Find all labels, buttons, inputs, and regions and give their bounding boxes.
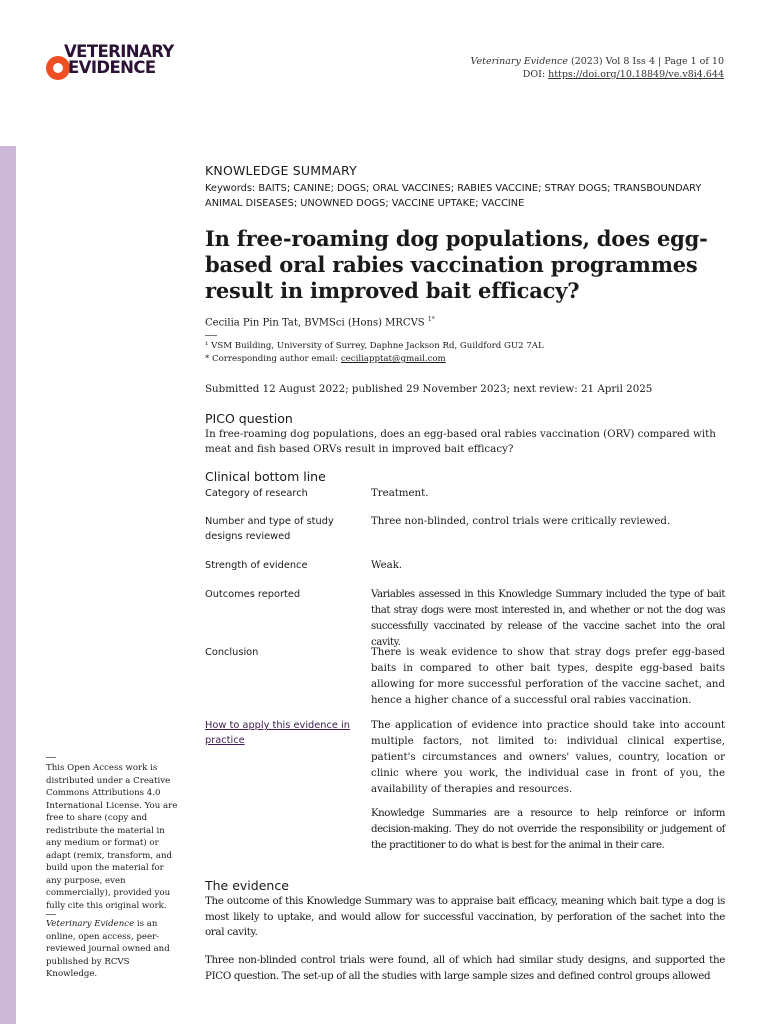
cbl-label: Conclusion: [205, 647, 259, 658]
evidence-heading: The evidence: [205, 878, 289, 893]
keywords: Keywords: BAITS; CANINE; DOGS; ORAL VACCINES; RABIES VACCINE; STRAY DOGS; TRANSBOUNDARY ANIMAL DISEASES; UNOWNED DOGS; VACCINE UPTAKE; VACCINE: [205, 183, 702, 209]
logo-line1: VETERINARY: [64, 42, 174, 61]
corresponding-label: * Corresponding author email:: [205, 354, 341, 364]
journal-note-divider: [46, 914, 56, 915]
how-to-apply-link[interactable]: How to apply this evidence in practice: [205, 720, 350, 746]
evidence-paragraph: The outcome of this Knowledge Summary was to appraise bait efficacy, meaning which bait type a dog is most likely to uptake, and would allow for successful vaccination, by perforation of the sachet into the oral cavity.: [205, 895, 725, 938]
cbl-label: [205, 718, 355, 748]
cbl-label: Strength of evidence: [205, 560, 308, 571]
cbl-value: Three non-blinded, control trials were critically reviewed.: [371, 516, 671, 527]
corresponding-email-link[interactable]: ceciliapptat@gmail.com: [340, 354, 446, 364]
header-citation: [471, 55, 724, 81]
pico-text: In free-roaming dog populations, does an egg-based oral rabies vaccination (ORV) compared with meat and fish based ORVs result in improved bait efficacy?: [205, 428, 716, 455]
sidebar-accent-strip: [0, 146, 16, 1024]
doi-label: DOI:: [522, 69, 549, 80]
article-title: In free-roaming dog populations, does egg-based oral rabies vaccination programmes result in improved bait efficacy?: [205, 226, 708, 303]
doi-link[interactable]: https://doi.org/10.18849/ve.v8i4.644: [548, 69, 724, 80]
affiliation: ¹ VSM Building, University of Surrey, Daphne Jackson Rd, Guildford GU2 7AL: [205, 341, 544, 351]
section-label: KNOWLEDGE SUMMARY: [205, 163, 357, 178]
affiliation-block: [205, 340, 725, 366]
cbl-value: There is weak evidence to show that stray dogs prefer egg-based baits in compared to other bait types, despite egg-based baits allowing for more successful perforation of the vaccine sachet, and hence a higher chance of a successful oral rabies vaccination.: [371, 647, 725, 706]
logo-line2: EVIDENCE: [68, 58, 156, 77]
citation-details: (2023) Vol 8 Iss 4 | Page 1 of 10: [567, 56, 724, 67]
publication-dates: Submitted 12 August 2022; published 29 November 2023; next review: 21 April 2025: [205, 383, 653, 395]
cbl-value: Variables assessed in this Knowledge Summary included the type of bait that stray dogs were most interested in, and whether or not the dog was successfully vaccinated by release of the vaccine sachet into the oral cavity.: [371, 589, 725, 648]
evidence-paragraph: Three non-blinded control trials were found, all of which had similar study designs, and supported the PICO question. The set-up of all the studies with large sample sizes and defined control groups allowed: [205, 954, 725, 982]
cbl-label: Category of research: [205, 488, 308, 499]
author-superscript: 1*: [427, 316, 435, 323]
cbl-value: The application of evidence into practice should take into account multiple factors, not limited to: individual clinical expertise, patient's circumstances and owners' values, country, location or clinic where you work, the individual case in front of you, the availability of therapies and resources.: [371, 720, 725, 795]
journal-note-name: Veterinary Evidence: [46, 919, 135, 929]
journal-note: [46, 918, 178, 981]
cbl-value-note: Knowledge Summaries are a resource to help reinforce or inform decision-making. They do not override the responsibility or judgement of the practitioner to do what is best for the animal in their care.: [371, 808, 725, 851]
author-line: [205, 316, 725, 328]
cbl-label: Outcomes reported: [205, 589, 301, 600]
author-name: Cecilia Pin Pin Tat, BVMSci (Hons) MRCVS: [205, 317, 425, 329]
journal-name: Veterinary Evidence: [470, 56, 568, 67]
cbl-label: Number and type of study designs reviewed: [205, 516, 334, 542]
journal-logo[interactable]: [46, 42, 186, 82]
license-note: This Open Access work is distributed under a Creative Commons Attributions 4.0 International License. You are free to share (copy and redistribute the material in any medium or format) or adapt (remix, transform, and build upon the material for any purpose, even commercially), provided you fully cite this original work.: [46, 763, 178, 911]
journal-note-desc: is an online, open access, peer-reviewed journal owned and published by RCVS Knowledge.: [46, 919, 170, 979]
pico-heading: PICO question: [205, 411, 293, 426]
clinical-bottom-line-heading: Clinical bottom line: [205, 469, 326, 484]
cbl-value: Weak.: [371, 560, 403, 571]
license-divider: [46, 757, 56, 758]
cbl-value: Treatment.: [371, 488, 429, 499]
affiliation-divider: [205, 335, 217, 336]
